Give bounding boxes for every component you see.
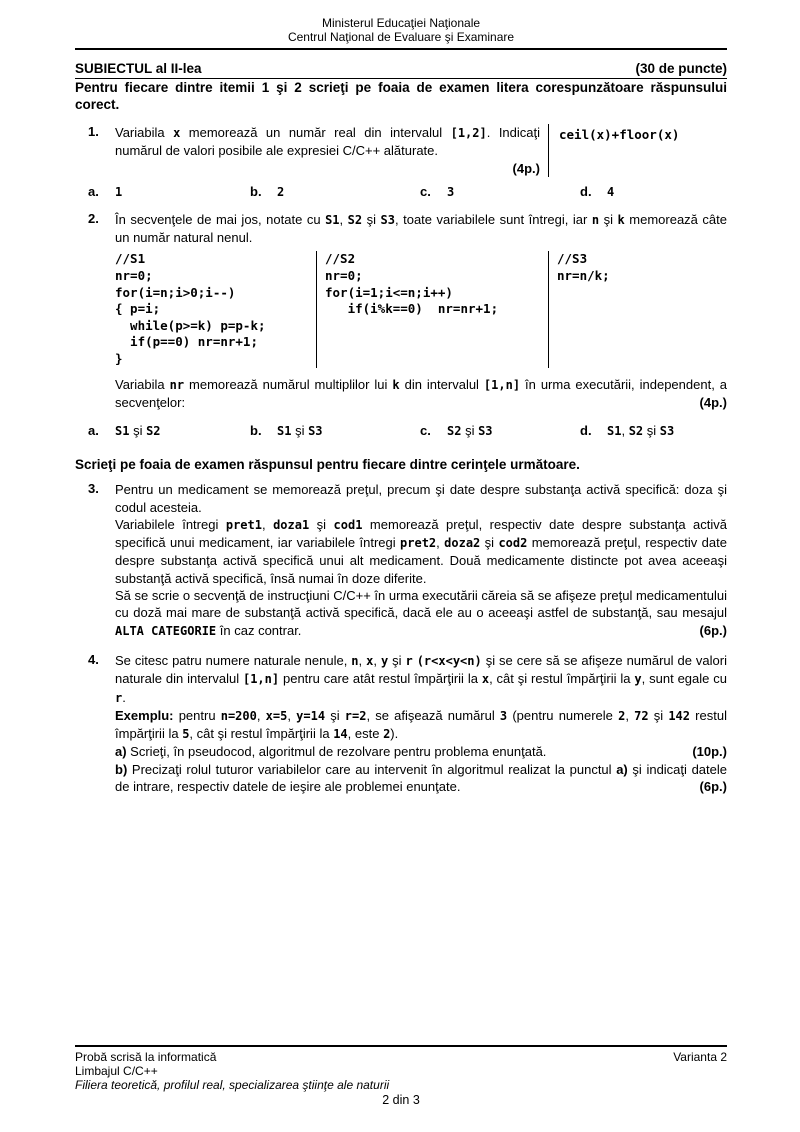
answer-letter: d. (580, 183, 592, 199)
question-1-text: Variabila x memorează un număr real din intervalul [1,2]. Indicaţi numărul de valori posibile ale expresiei C/C++ alăturate. (115, 125, 541, 159)
question-2-code-block (115, 251, 727, 367)
question-1 (75, 124, 727, 177)
subject-points: (30 de puncte) (635, 61, 727, 76)
answer-option-d (580, 184, 614, 199)
answer-value: S1 şi S3 (277, 423, 323, 439)
answer-letter: b. (250, 183, 262, 199)
answer-value: S2 şi S3 (447, 423, 493, 439)
answer-value: S1 şi S2 (115, 423, 161, 439)
question-2-number: 2. (88, 210, 99, 226)
footer-row-1 (75, 1050, 727, 1064)
question-3-paragraph-3: Să se scrie o secvenţă de instrucţiuni C/C++ în urma executării căreia să se afişeze preţul medicamentului cu doză mai mare de substanţă activă specifică, dacă ele au o aceeaşi astfel de substanţă, sau mesajul ALTA CATEGORIE în caz contrar. (6p.) (115, 588, 728, 638)
answer-option-d (580, 423, 674, 438)
answer-letter: b. (250, 423, 262, 439)
footer-variant: Varianta 2 (673, 1050, 727, 1064)
question-1-text-cell (115, 124, 548, 177)
answer-value: 1 (115, 184, 123, 199)
question-4-item-b: b) Precizaţi rolul tuturor variabilelor care au intervenit în algoritmul realizat la punctul a) şi indicaţi datele de intrare, respectiv datele de ieşire ale problemei enunţate. (6p.) (115, 761, 727, 794)
header-ministry: Ministerul Educaţiei Naţionale (321, 16, 481, 30)
question-4-number: 4. (88, 651, 99, 667)
question-4-example: Exemplu: pentru n=200, x=5, y=14 şi r=2, se afişează numărul 3 (pentru numerele 2, 72 şi 142 restul împărţirii la 5, cât şi restul împărţirii la 14, este 2). (115, 707, 727, 742)
question-3-body (115, 481, 727, 640)
code-column-s2: //S2 nr=0; for(i=1;i<=n;i++) if(i%k==0) nr=nr+1; (316, 251, 548, 367)
question-3-paragraph-1: Pentru un medicament se memorează preţul, precum şi date despre substanţa activă specifică: doza şi codul acesteia. (115, 482, 727, 515)
answer-letter: a. (88, 423, 99, 439)
question-1-number: 1. (88, 124, 99, 139)
answer-value: S1, S2 şi S3 (607, 423, 675, 439)
question-1-points: (4p.) (512, 160, 540, 176)
question-2-answers (75, 423, 727, 441)
footer-language: Limbajul C/C++ (75, 1064, 158, 1078)
question-4-paragraph-1: Se citesc patru numere naturale nenule, n, x, y şi r (r<x<y<n) şi se cere să se afişeze numărul de valori naturale din intervalul [1,n] pentru care atât restul împărţirii la x, cât şi restul împărţirii la y, sunt egale cu r. (115, 652, 727, 705)
question-4-item-a: a) Scrieţi, în pseudocod, algoritmul de rezolvare pentru problema enunţată. (10p.) (115, 744, 727, 760)
question-4-body (115, 652, 727, 795)
answer-letter: c. (420, 183, 431, 199)
answer-option-a (88, 184, 122, 199)
answer-option-b (250, 184, 284, 199)
answer-value: 3 (447, 184, 455, 199)
question-3 (75, 481, 727, 640)
question-2-continuation: Variabila nr memorează numărul multiplilor lui k din intervalul [1,n] în urma executării, independent, a secvenţelor: (4p.) (115, 376, 728, 410)
page-footer (75, 1045, 727, 1107)
header-center: Centrul Naţional de Evaluare şi Examinare (287, 29, 515, 44)
answer-value: 4 (607, 184, 615, 199)
footer-track: Filiera teoretică, profilul real, specializarea ştiinţe ale naturii (75, 1078, 390, 1092)
answer-option-b (250, 423, 323, 438)
document-header (75, 0, 727, 44)
intro-paragraph: Pentru fiecare dintre itemii 1 şi 2 scrieţi pe foaia de examen litera corespunzătoare răspunsului corect. (75, 80, 727, 112)
question-1-expression: ceil(x)+floor(x) (559, 127, 680, 142)
answer-value: 2 (277, 184, 285, 199)
page-content (75, 0, 727, 795)
question-1-body (115, 124, 727, 177)
question-1-row (115, 124, 727, 177)
question-2-text: În secvenţele de mai jos, notate cu S1, S2 şi S3, toate variabilele sunt întregi, iar n şi k memorează câte un număr natural nenul. (115, 211, 727, 246)
header-divider (75, 48, 727, 50)
question-4 (75, 652, 727, 795)
subject-title: SUBIECTUL al II-lea (75, 61, 202, 76)
footer-exam-name: Probă scrisă la informatică (75, 1050, 217, 1064)
answer-option-c (420, 423, 493, 438)
question-3-number: 3. (88, 481, 99, 497)
question-2 (75, 211, 727, 247)
answer-option-c (420, 184, 454, 199)
code-column-s1: //S1 nr=0; for(i=n;i>0;i--) { p=i; while(p>=k) p=p-k; if(p==0) nr=nr+1; } (115, 251, 266, 367)
answer-letter: c. (420, 423, 431, 439)
answer-letter: d. (580, 423, 592, 439)
subject-bar (75, 61, 727, 79)
question-1-code-cell (548, 124, 727, 177)
question-3-paragraph-2: Variabilele întregi pret1, doza1 şi cod1 memorează preţul, respectiv date despre substanţa activă specifică unui medicament, iar variabilele întregi pret2, doza2 şi cod2 memorează preţul, respectiv date despre substanţa activă specifică unui alt medicament. Două medicamente distincte pot avea aceeaşi substanţă activă specifică, însă numai în doze diferite. (115, 516, 727, 586)
footer-page-number: 2 din 3 (382, 1093, 420, 1107)
answer-letter: a. (88, 183, 99, 199)
section-2-heading: Scrieţi pe foaia de examen răspunsul pentru fiecare dintre cerinţele următoare. (75, 457, 580, 473)
question-1-answers (75, 184, 727, 202)
answer-option-a (88, 423, 161, 438)
code-column-s3: //S3 nr=n/k; (548, 251, 727, 367)
